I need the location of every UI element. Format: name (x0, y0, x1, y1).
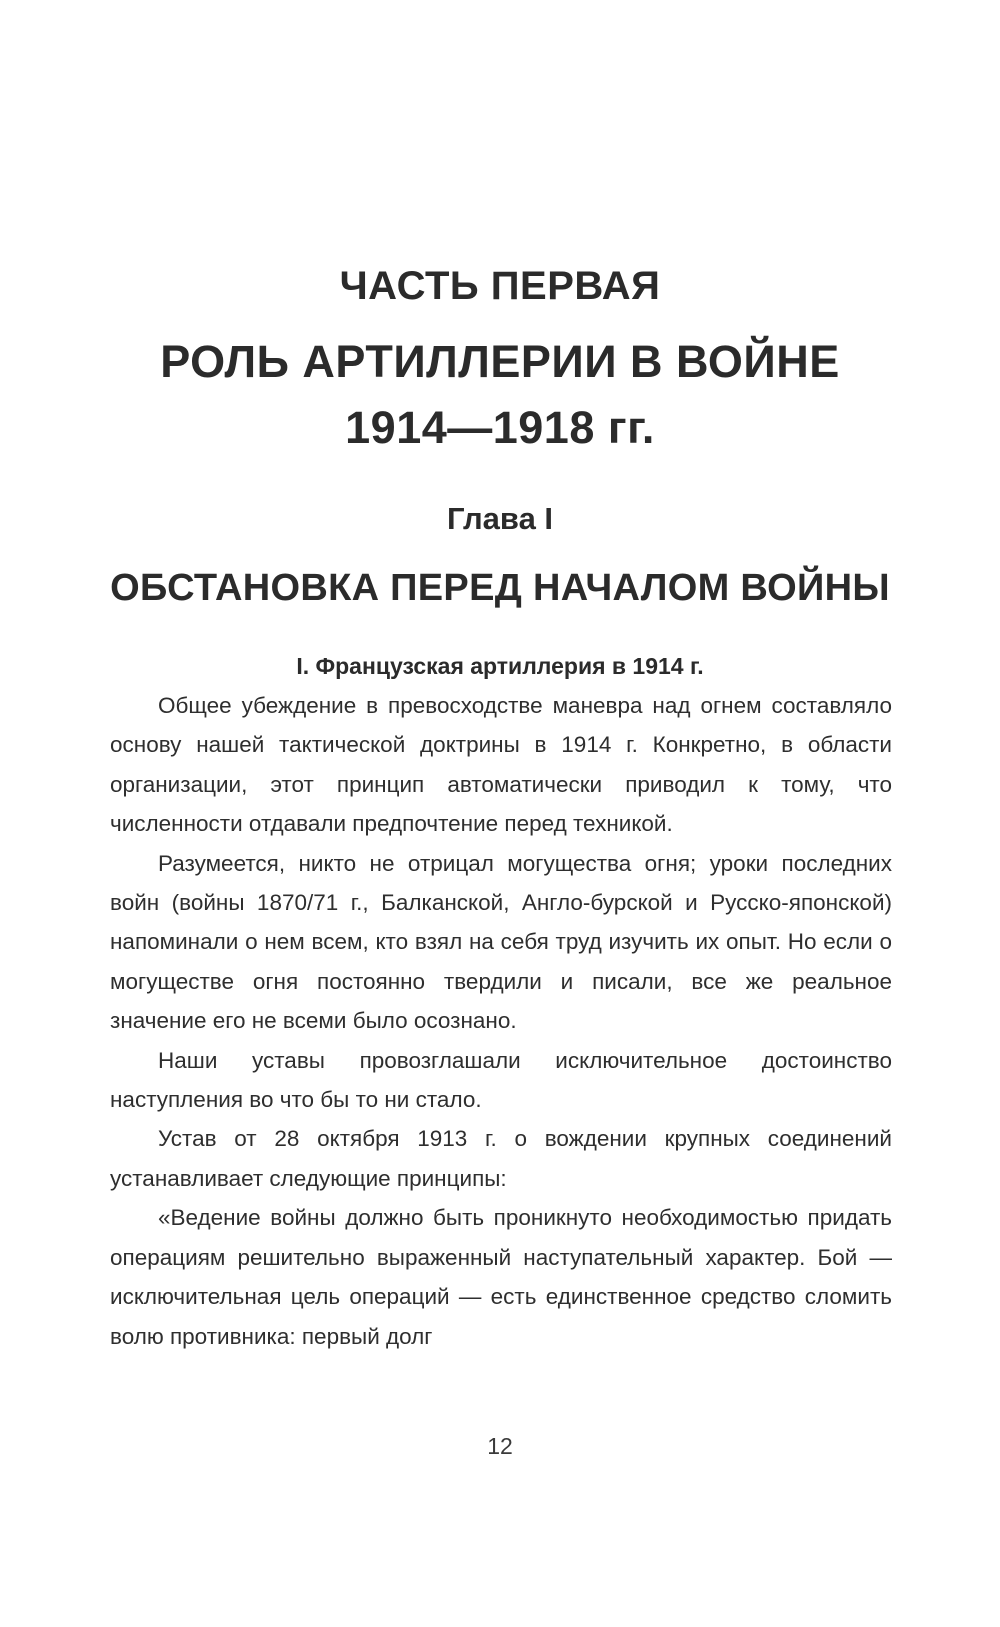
paragraph-1: Общее убеждение в превосходстве маневра над огнем составляло основу нашей тактической доктрины в 1914 г. Конкретно, в области организации, этот принцип автоматически приводил к тому, что численности отдавали предпочтение перед техникой. (110, 693, 892, 837)
page-number: 12 (487, 1433, 513, 1459)
paragraph-2: Разумеется, никто не отрицал могущества огня; уроки последних войн (войны 1870/71 г., Балканской, Англо-бурской и Русско-японской) напоминали о нем всем, кто взял на себя труд изучить их опыт. Но если о могуществе огня постоянно твердили и писали, все же реальное значение его не всеми было осознано. (110, 850, 892, 1034)
body-text (110, 686, 892, 1356)
book-title-line-1: РОЛЬ АРТИЛЛЕРИИ В ВОЙНЕ (160, 336, 840, 387)
part-title: ЧАСТЬ ПЕРВАЯ (339, 264, 661, 308)
paragraph-3: Наши уставы провозглашали исключительное достоинство наступления во что бы то ни стало. (110, 1047, 892, 1113)
paragraph-4: Устав от 28 октября 1913 г. о вождении крупных соединений устанавливает следующие принципы: (110, 1126, 892, 1191)
book-title-line-2: 1914—1918 гг. (345, 402, 655, 453)
paragraph-5: «Ведение войны должно быть проникнуто необходимостью придать операциям решительно выраженный наступательный характер. Бой — исключительная цель операций — есть единственное средство сломить волю противника: первый долг (110, 1205, 892, 1349)
section-title: I. Французская артиллерия в 1914 г. (296, 653, 704, 679)
chapter-label: Глава I (446, 501, 554, 536)
chapter-title: ОБСТАНОВКА ПЕРЕД НАЧАЛОМ ВОЙНЫ (110, 567, 890, 609)
